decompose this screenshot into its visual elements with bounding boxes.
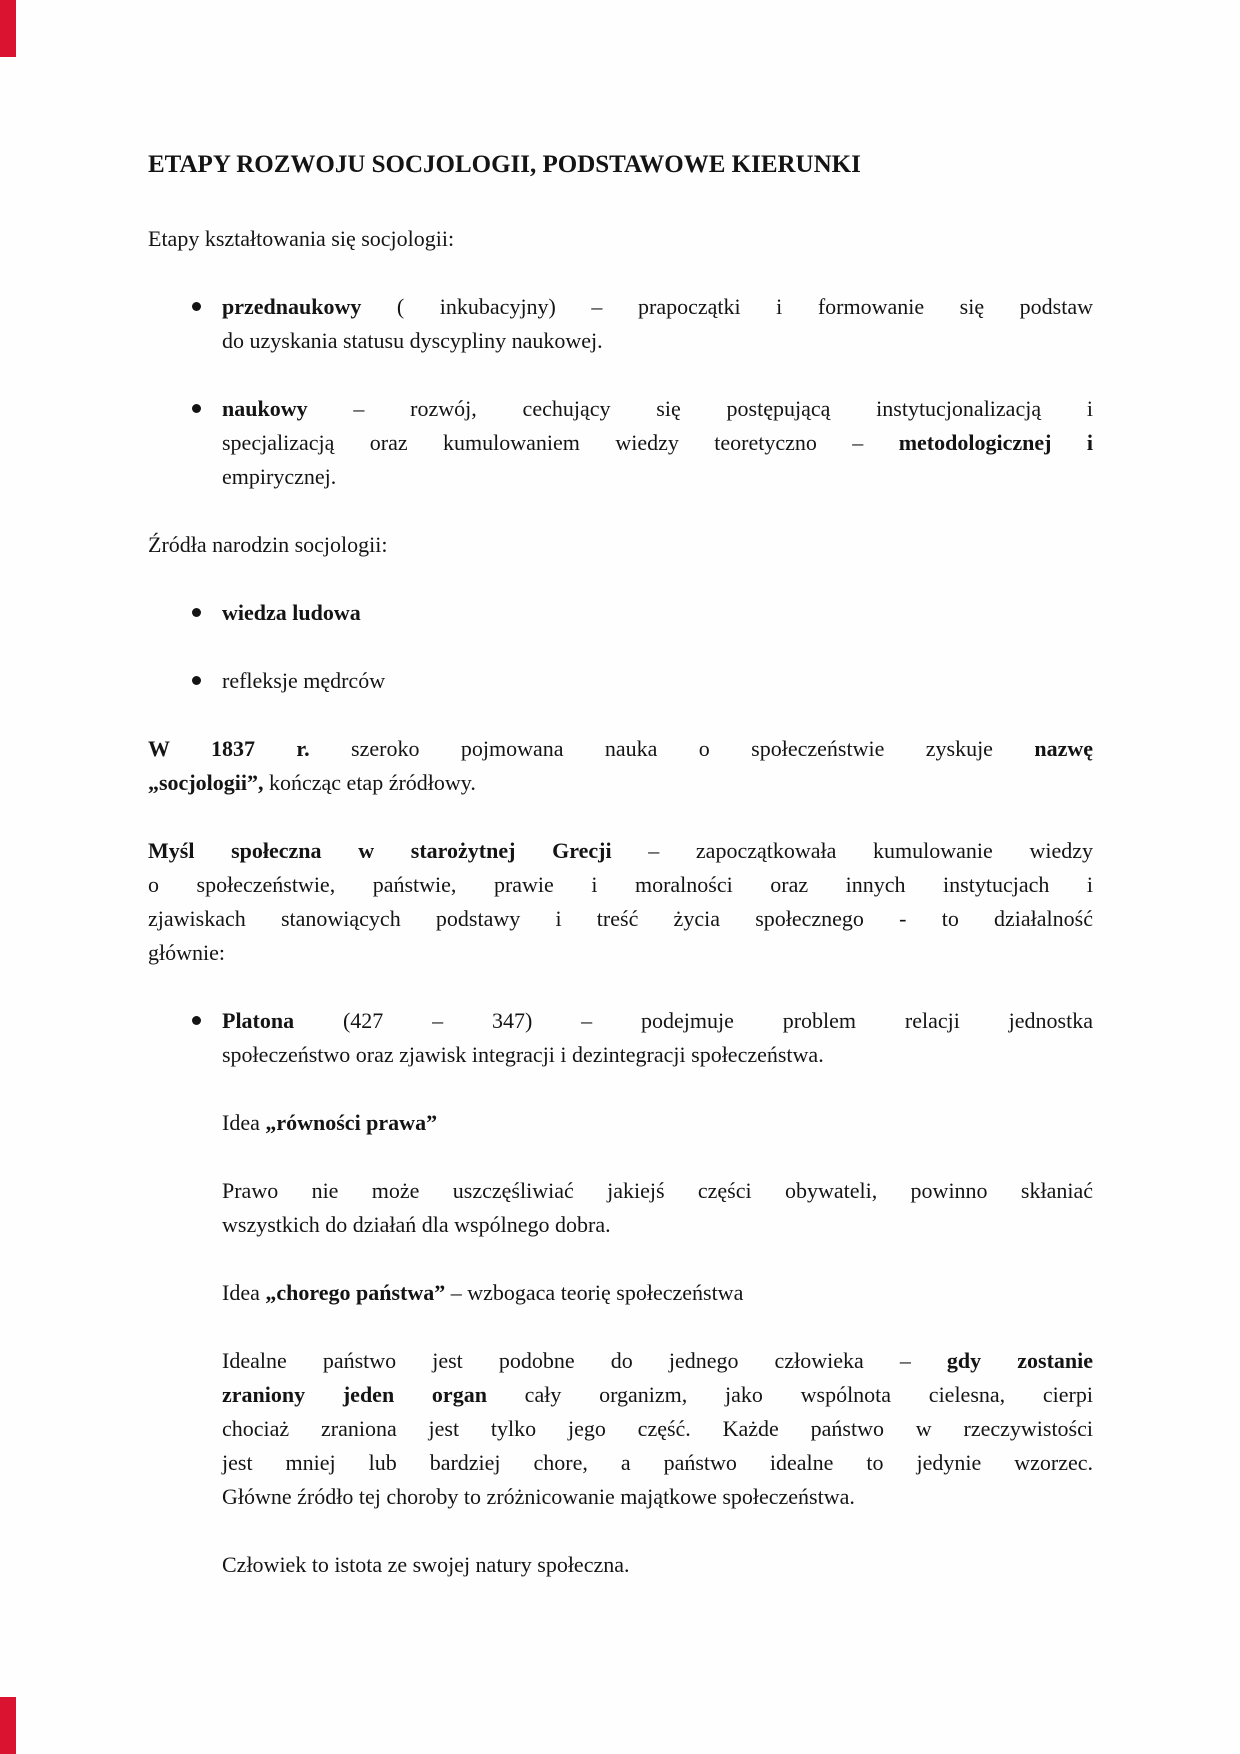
text-line (222, 1548, 1093, 1582)
text-run: jest mniej lub bardziej chore, a państwo idealne to jedynie wzorzec. (222, 1450, 1093, 1475)
text-run: cały organizm, jako wspólnota cielesna, cierpi (486, 1382, 1093, 1407)
idea-equality-heading (222, 1106, 1093, 1140)
bullet-item-platona (148, 1004, 1093, 1072)
bold-text-run: „socjologii”, (148, 770, 264, 795)
text-run: ( inkubacyjny) – prapoczątki i formowanie się podstaw (361, 294, 1093, 319)
sources-bullet-list (148, 596, 1093, 698)
text-run: Źródła narodzin socjologii: (148, 532, 388, 557)
text-line (148, 902, 1093, 936)
text-line (222, 460, 1093, 494)
text-line (222, 324, 1093, 358)
text-run: Idea (222, 1280, 266, 1305)
text-line (222, 664, 1093, 698)
text-run: empirycznej. (222, 464, 337, 489)
scan-edge-mark-top (0, 0, 16, 57)
text-line (148, 834, 1093, 868)
plato-bullet-list (148, 1004, 1093, 1072)
text-run: refleksje mędrców (222, 668, 386, 693)
text-run: wszystkich do działań dla wspólnego dobra. (222, 1212, 611, 1237)
text-run: – zapoczątkowała kumulowanie wiedzy (611, 838, 1094, 863)
text-run: kończąc etap źródłowy. (263, 770, 476, 795)
text-line (222, 1276, 1093, 1310)
text-line (222, 392, 1093, 426)
text-line (222, 1480, 1093, 1514)
bold-text-run: naukowy (222, 396, 308, 421)
bold-text-run: przednaukowy (222, 294, 362, 319)
text-run: specjalizacją oraz kumulowaniem wiedzy teoretyczno – (222, 430, 899, 455)
text-run: Idea (222, 1110, 266, 1135)
bold-text-run: W 1837 r. (148, 736, 310, 761)
bold-text-run: „chorego państwa” (265, 1280, 446, 1305)
text-line (222, 1208, 1093, 1242)
bold-text-run: „równości prawa” (265, 1110, 438, 1135)
text-line (222, 1004, 1093, 1038)
idea-sick-state-heading (222, 1276, 1093, 1310)
text-run: – wzbogaca teorię społeczeństwa (445, 1280, 744, 1305)
text-line (222, 1344, 1093, 1378)
text-line (222, 596, 1093, 630)
year-1837-paragraph (148, 732, 1093, 800)
text-run: zjawiskach stanowiących podstawy i treść życia społecznego - to działalność (148, 906, 1093, 931)
bold-text-run: gdy zostanie (946, 1348, 1094, 1373)
text-line (222, 1106, 1093, 1140)
text-line (222, 1038, 1093, 1072)
document-body (148, 222, 1093, 1582)
text-run: Główne źródło tej choroby to zróżnicowanie majątkowe społeczeństwa. (222, 1484, 855, 1509)
greek-thought-paragraph (148, 834, 1093, 970)
bold-text-run: Myśl społeczna w starożytnej Grecji (148, 838, 612, 863)
stages-intro-paragraph (148, 222, 1093, 256)
text-line (148, 732, 1093, 766)
text-run: Etapy kształtowania się socjologii: (148, 226, 455, 251)
text-line (222, 1174, 1093, 1208)
text-line (222, 1378, 1093, 1412)
text-run: szeroko pojmowana nauka o społeczeństwie zyskuje (309, 736, 1035, 761)
text-line (148, 528, 1093, 562)
bullet-item-refleksje-medrcow (148, 664, 1093, 698)
sources-intro-paragraph (148, 528, 1093, 562)
text-run: Idealne państwo jest podobne do jednego człowieka – (222, 1348, 947, 1373)
text-run: Prawo nie może uszczęśliwiać jakiejś części obywateli, powinno skłaniać (222, 1178, 1093, 1203)
document-content (148, 150, 1093, 1616)
bold-text-run: Platona (222, 1008, 295, 1033)
text-run: Człowiek to istota ze swojej natury społeczna. (222, 1552, 630, 1577)
text-run: do uzyskania statusu dyscypliny naukowej. (222, 328, 603, 353)
text-line (222, 1446, 1093, 1480)
text-run: społeczeństwo oraz zjawisk integracji i dezintegracji społeczeństwa. (222, 1042, 824, 1067)
bold-text-run: nazwę (1034, 736, 1093, 761)
text-line (148, 868, 1093, 902)
text-run: chociaż zraniona jest tylko jego część. Każde państwo w rzeczywistości (222, 1416, 1093, 1441)
human-nature-paragraph (222, 1548, 1093, 1582)
text-line (222, 426, 1093, 460)
document-title: ETAPY ROZWOJU SOCJOLOGII, PODSTAWOWE KIERUNKI (148, 151, 861, 178)
law-paragraph (222, 1174, 1093, 1242)
bold-text-run: zraniony jeden organ (222, 1382, 487, 1407)
scan-edge-mark-bottom (0, 1697, 16, 1754)
text-line (222, 290, 1093, 324)
text-line (148, 766, 1093, 800)
text-line (222, 1412, 1093, 1446)
bold-text-run: wiedza ludowa (222, 600, 361, 625)
text-run: głównie: (148, 940, 225, 965)
text-run: – rozwój, cechujący się postępującą instytucjonalizacją i (307, 396, 1093, 421)
bold-text-run: metodologicznej i (898, 430, 1093, 455)
text-line (148, 936, 1093, 970)
bullet-item-wiedza-ludowa (148, 596, 1093, 630)
text-line (148, 222, 1093, 256)
bullet-item-przednaukowy (148, 290, 1093, 358)
text-run: o społeczeństwie, państwie, prawie i moralności oraz innych instytucjach i (148, 872, 1093, 897)
bullet-item-naukowy (148, 392, 1093, 494)
stages-bullet-list (148, 290, 1093, 494)
text-run: (427 – 347) – podejmuje problem relacji jednostka (294, 1008, 1093, 1033)
ideal-state-paragraph (222, 1344, 1093, 1514)
